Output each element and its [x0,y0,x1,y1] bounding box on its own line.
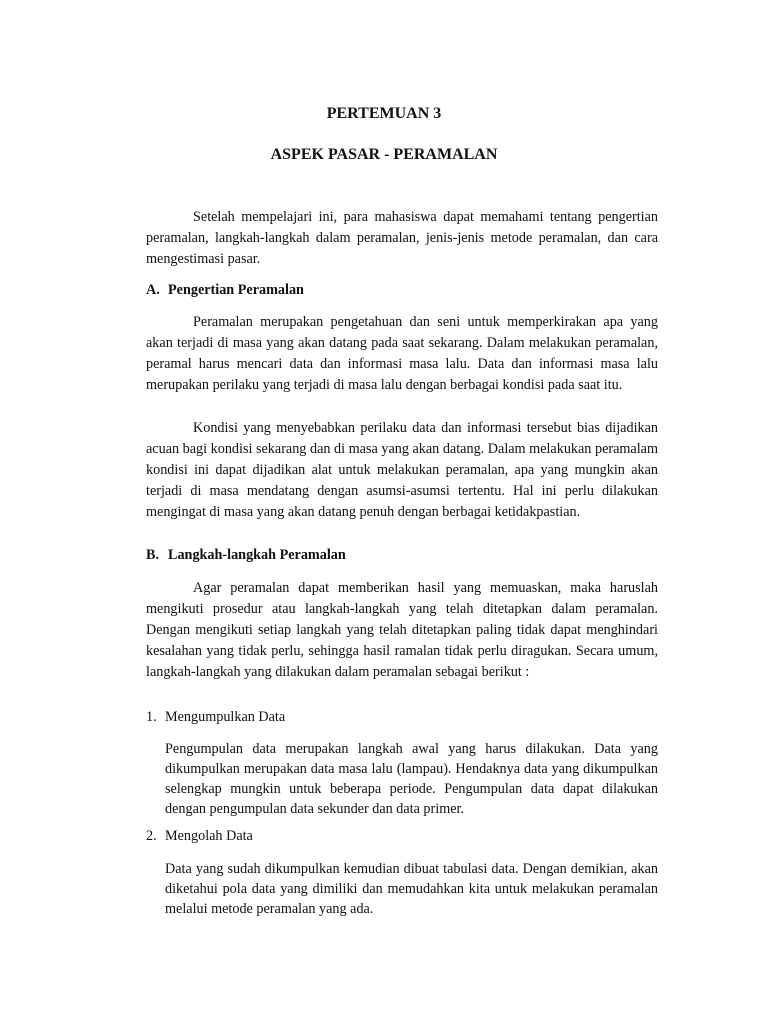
step-1-title: Mengumpulkan Data [165,709,286,725]
section-b-paragraph: Agar peramalan dapat memberikan hasil yang memuaskan, maka haruslah mengikuti prosedur atau langkah-langkah yang telah ditetapkan dalam peramalan. Dengan mengikuti setiap langkah yang telah ditetapkan paling tidak dapat menghindari kesalahan yang tidak perlu, sehingga hasil ramalan tidak perlu diragukan. Secara umum, langkah-langkah yang dilakukan dalam peramalan sebagai berikut : [146,580,658,680]
step-1-text: Pengumpulan data merupakan langkah awal yang harus dilakukan. Data yang dikumpulkan merupakan data masa lalu (lampau). Hendaknya data yang dikumpulkan selengkap mungkin untuk beberapa periode. Pengumpulan data dapat dilakukan dengan pengumpulan data sekunder dan data primer. [165,741,658,817]
section-a-title: Pengertian Peramalan [168,282,304,298]
step-2-title: Mengolah Data [165,828,253,844]
section-b-title: Langkah-langkah Peramalan [168,547,346,563]
step-2-number: 2. [146,828,157,844]
step-1-number: 1. [146,709,157,725]
page-title: PERTEMUAN 3 [326,105,442,122]
section-a-number: A. [146,282,160,298]
step-1-label [146,707,285,727]
section-a-paragraph-1: Peramalan merupakan pengetahuan dan seni untuk memperkirakan apa yang akan terjadi di masa yang akan datang pada saat sekarang. Dalam melakukan peramalan, peramal harus mencari data dan informasi masa lalu. Data dan informasi masa lalu merupakan perilaku yang terjadi di masa lalu dengan berbagai kondisi pada saat itu. [146,314,658,393]
section-a-heading [146,280,304,300]
section-b-number: B. [146,547,160,563]
step-2-text: Data yang sudah dikumpulkan kemudian dibuat tabulasi data. Dengan demikian, akan diketahui pola data yang dimiliki dan memudahkan kita untuk melakukan peramalan melalui metode peramalan yang ada. [165,861,658,917]
intro-paragraph: Setelah mempelajari ini, para mahasiswa dapat memahami tentang pengertian peramalan, langkah-langkah dalam peramalan, jenis-jenis metode peramalan, dan cara mengestimasi pasar. [146,209,658,267]
step-2-label [146,826,253,846]
section-a-paragraph-2: Kondisi yang menyebabkan perilaku data dan informasi tersebut bias dijadikan acuan bagi kondisi sekarang dan di masa yang akan datang. Dalam melakukan peramalam kondisi ini dapat dijadikan alat untuk melakukan peramalan, apa yang mungkin akan terjadi di masa mendatang dengan asumsi-asumsi tertentu. Hal ini perlu dilakukan mengingat di masa yang akan datang penuh dengan berbagai ketidakpastian. [146,420,658,520]
section-b-heading [146,545,346,565]
page-subtitle: ASPEK PASAR - PERAMALAN [270,146,498,163]
